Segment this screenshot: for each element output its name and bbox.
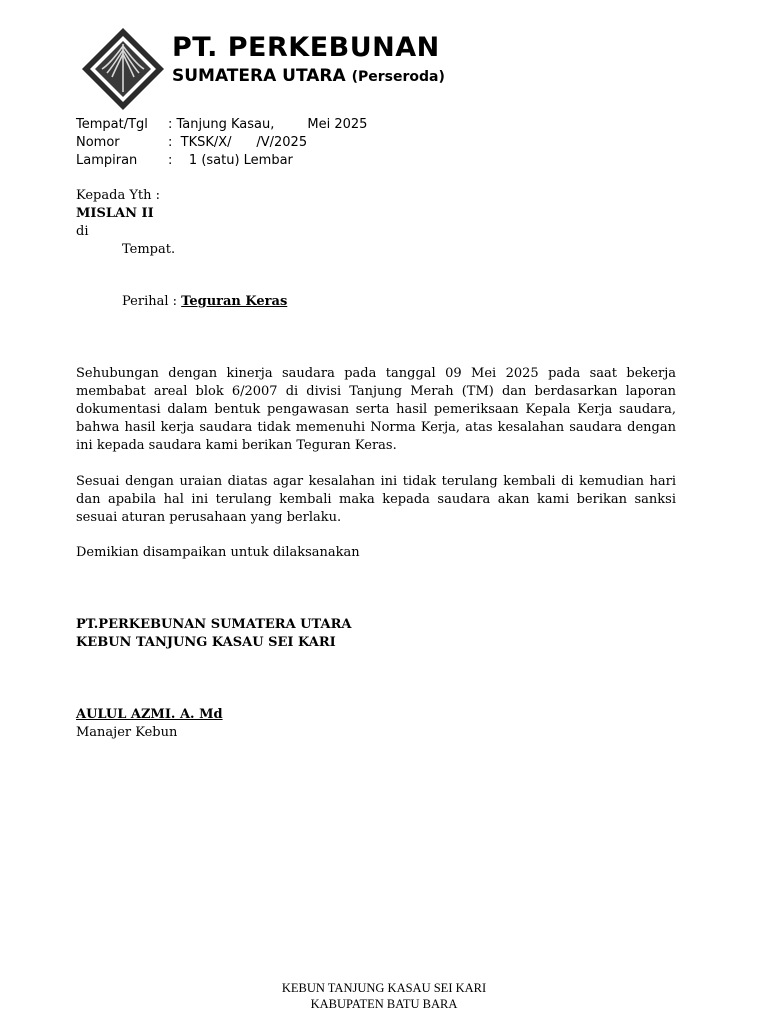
meta-label: Nomor	[76, 135, 120, 150]
company-name: PT. PERKEBUNAN	[172, 32, 440, 63]
meta-label: Tempat/Tgl	[76, 117, 148, 132]
subject-label: Perihal :	[122, 294, 182, 309]
recipient-salutation: Kepada Yth :	[76, 188, 161, 203]
body-paragraph-1: Sehubungan dengan kinerja saudara pada tanggal 09 Mei 2025 pada saat bekerja membabat areal blok 6/2007 di divisi Tanjung Merah (TM) dan berdasarkan laporan dokumentasi dalam bentuk pengawasan serta hasil pemeriksaan Kepala Kerja saudara, bahwa hasil kerja saudara tidak memenuhi Norma Kerja, atas kesalahan saudara dengan ini kepada saudara kami berikan Teguran Keras.	[76, 366, 676, 453]
body-closing: Demikian disampaikan untuk dilaksanakan	[76, 545, 360, 560]
meta-label: Lampiran	[76, 153, 138, 168]
company-subtitle	[172, 66, 445, 86]
signature-org-line2: KEBUN TANJUNG KASAU SEI KARI	[76, 635, 336, 650]
signer-name: AULUL AZMI. A. Md	[76, 707, 223, 722]
footer-line1: KEBUN TANJUNG KASAU SEI KARI	[281, 981, 487, 995]
footer	[0, 980, 768, 1012]
subject-line	[122, 294, 287, 309]
company-region: SUMATERA UTARA	[172, 66, 346, 86]
meta-value: : TKSK/X/ /V/2025	[168, 135, 308, 150]
meta-value: : Tanjung Kasau, Mei 2025	[168, 117, 368, 132]
signature-org-line1: PT.PERKEBUNAN SUMATERA UTARA	[76, 617, 352, 632]
body-paragraph-2: Sesuai dengan uraian diatas agar kesalahan ini tidak terulang kembali di kemudian hari dan apabila hal ini terulang kembali maka kepada saudara akan kami berikan sanksi sesuai aturan perusahaan yang berlaku.	[76, 474, 676, 525]
meta-number	[76, 135, 307, 150]
company-suffix: (Perseroda)	[351, 69, 445, 85]
meta-value: : 1 (satu) Lembar	[168, 153, 293, 168]
company-logo-icon	[80, 26, 166, 112]
recipient-di: di	[76, 224, 89, 239]
signer-title: Manajer Kebun	[76, 725, 178, 740]
recipient-place: Tempat.	[122, 242, 176, 257]
meta-attachment	[76, 153, 293, 168]
subject-value: Teguran Keras	[181, 294, 288, 309]
recipient-name: MISLAN II	[76, 206, 154, 221]
footer-line2: KABUPATEN BATU BARA	[310, 997, 458, 1011]
meta-place-date	[76, 117, 367, 132]
